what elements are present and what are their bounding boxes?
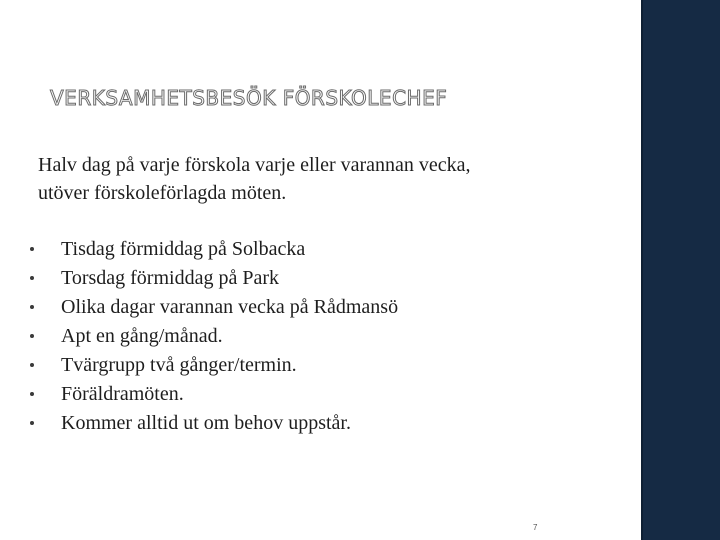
bullet-item — [30, 264, 610, 293]
bullet-text: Kommer alltid ut om behov uppstår. — [61, 412, 351, 434]
bullet-text: Tvärgrupp två gånger/termin. — [61, 354, 297, 376]
bullet-text: Olika dagar varannan vecka på Rådmansö — [61, 296, 399, 318]
bullet-list — [30, 235, 610, 438]
decorative-sidebar — [641, 0, 720, 540]
bullet-text: Tisdag förmiddag på Solbacka — [61, 238, 306, 260]
bullet-item — [30, 293, 610, 322]
bullet-item — [30, 409, 610, 438]
bullet-item — [30, 235, 610, 264]
intro-line: utöver förskoleförlagda möten. — [38, 182, 287, 204]
intro-text — [38, 151, 618, 207]
bullet-icon — [30, 305, 34, 309]
slide-title: VERKSAMHETSBESÖK FÖRSKOLECHEF — [50, 86, 448, 110]
bullet-icon — [30, 334, 34, 338]
bullet-text: Föräldramöten. — [61, 383, 184, 405]
page-number: 7 — [533, 523, 538, 532]
bullet-icon — [30, 392, 34, 396]
bullet-text: Apt en gång/månad. — [61, 325, 223, 347]
bullet-item — [30, 380, 610, 409]
bullet-icon — [30, 363, 34, 367]
bullet-icon — [30, 247, 34, 251]
bullet-icon — [30, 421, 34, 425]
sidebar-gap — [625, 0, 641, 540]
bullet-item — [30, 322, 610, 351]
bullet-icon — [30, 276, 34, 280]
intro-line: Halv dag på varje förskola varje eller varannan vecka, — [38, 154, 471, 176]
bullet-text: Torsdag förmiddag på Park — [61, 267, 279, 289]
bullet-item — [30, 351, 610, 380]
